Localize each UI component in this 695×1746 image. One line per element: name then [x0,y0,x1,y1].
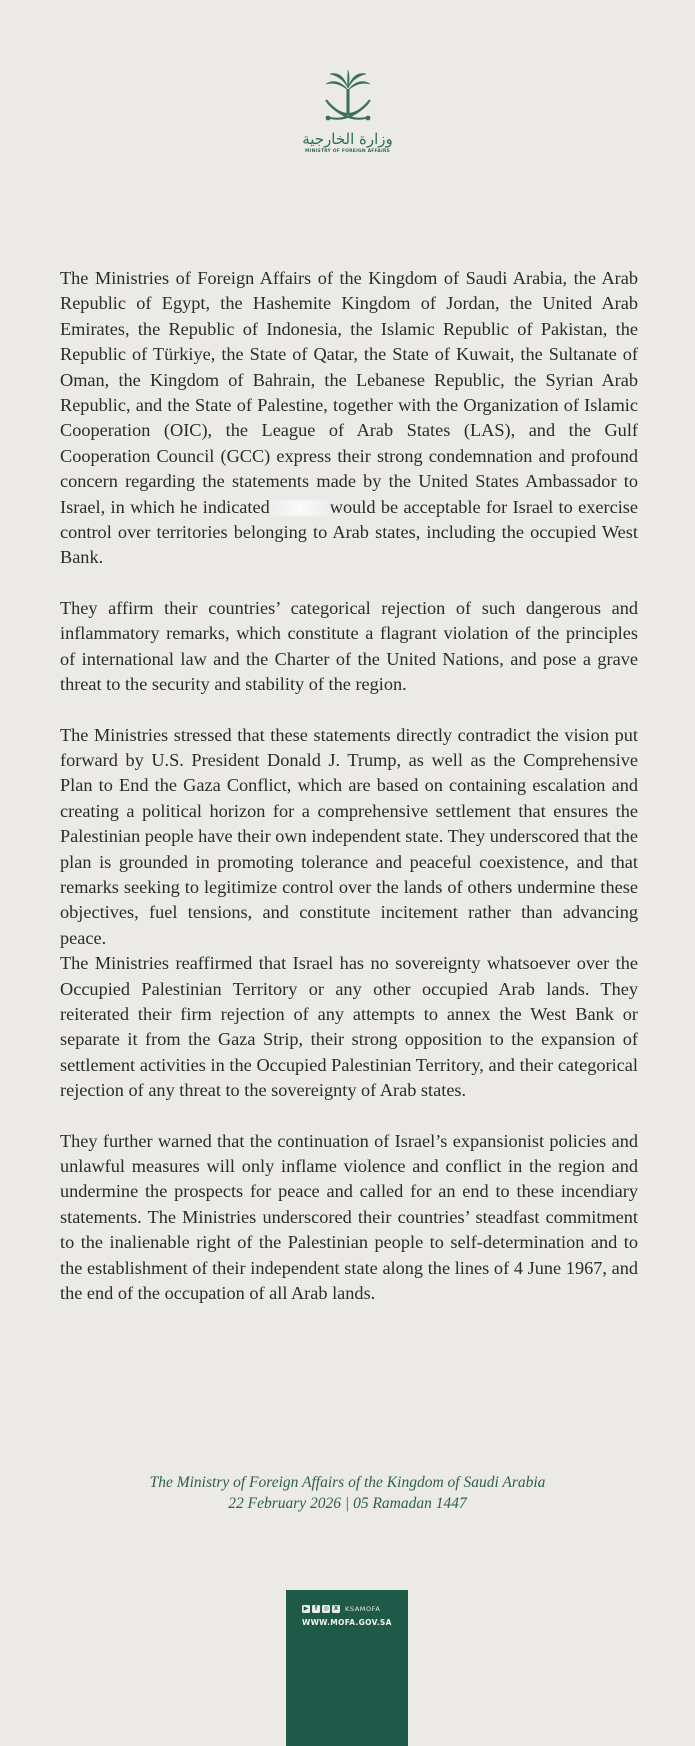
paragraph-2: They affirm their countries’ categorical rejection of such dangerous and inflammatory remarks, which constitute a flagrant violation of the principles of international law and the Charter of the United Nations, and pose a grave threat to the security and stability of the region. [60,597,638,695]
social-icons [302,1605,380,1613]
paragraph-1-part-a: The Ministries of Foreign Affairs of the Kingdom of Saudi Arabia, the Arab Republic of Egypt, the Hashemite Kingdom of Jordan, the United Arab Emirates, the Republic of Indonesia, the Islamic Republic of Pakistan, the Republic of Türkiye, the State of Qatar, the State of Kuwait, the Sultanate of Oman, the Kingdom of Bahrain, the Lebanese Republic, the Syrian Arab Republic, and the State of Palestine, together with the Organization of Islamic Cooperation (OIC), the League of Arab States (LAS), and the Gulf Cooperation Council (GCC) express their strong condemnation and profound concern regarding the statements made by the United States Ambassador to Israel, in which he indicated [60,268,638,517]
footer-contact-box [286,1590,408,1746]
social-handle: KSAMOFA [345,1605,381,1613]
english-ministry-title: MINISTRY OF FOREIGN AFFAIRS [305,149,390,154]
paragraph-1-part-b: would be acceptable for Israel to exercise control over territories belonging to Arab states, including the occupied West Bank. [60,496,639,568]
instagram-icon[interactable]: ◎ [323,1605,329,1612]
signature-block [0,1472,695,1514]
paragraph-4: The Ministries reaffirmed that Israel has no sovereignty whatsoever over the Occupied Palestinian Territory or any other occupied Arab lands. They reiterated their firm rejection of any attempts to annex the West Bank or separate it from the Gaza Strip, their strong opposition to the expansion of settlement activities in the Occupied Palestinian Territory, and their categorical rejection of any threat to the sovereignty of Arab states. [60,953,638,1101]
youtube-icon[interactable]: ▶ [303,1605,309,1612]
palm-swords-emblem-icon [316,70,380,126]
arabic-ministry-title: وزارة الخارجية [302,130,393,148]
website-link[interactable]: WWW.MOFA.GOV.SA [302,1618,392,1627]
redaction-blur [270,500,330,516]
ministry-logo [0,70,695,154]
paragraph-3: The Ministries stressed that these statements directly contradict the vision put forward by U.S. President Donald J. Trump, as well as the Comprehensive Plan to End the Gaza Conflict, which are based on containing escalation and creating a political horizon for a comprehensive settlement that ensures the Palestinian people have their own independent state. They underscored that the plan is grounded in promoting tolerance and peaceful coexistence, and that remarks seeking to legitimize control over the lands of others undermine these objectives, fuel tensions, and constitute incitement rather than advancing peace. [60,724,638,948]
paragraph-5: They further warned that the continuation of Israel’s expansionist policies and unlawful measures will only inflame violence and conflict in the region and undermine the prospects for peace and called for an end to these incendiary statements. The Ministries underscored their countries’ steadfast commitment to the inalienable right of the Palestinian people to self-determination and to the establishment of their independent state along the lines of 4 June 1967, and the end of the occupation of all Arab lands. [60,1130,638,1304]
statement-body [60,266,638,1306]
paragraph-1 [60,266,638,571]
signature-date: 22 February 2026 | 05 Ramadan 1447 [228,1495,467,1512]
signature-issuer: The Ministry of Foreign Affairs of the Kingdom of Saudi Arabia [149,1474,546,1491]
facebook-icon[interactable]: f [312,1605,320,1613]
x-icon[interactable]: X [333,1605,339,1612]
